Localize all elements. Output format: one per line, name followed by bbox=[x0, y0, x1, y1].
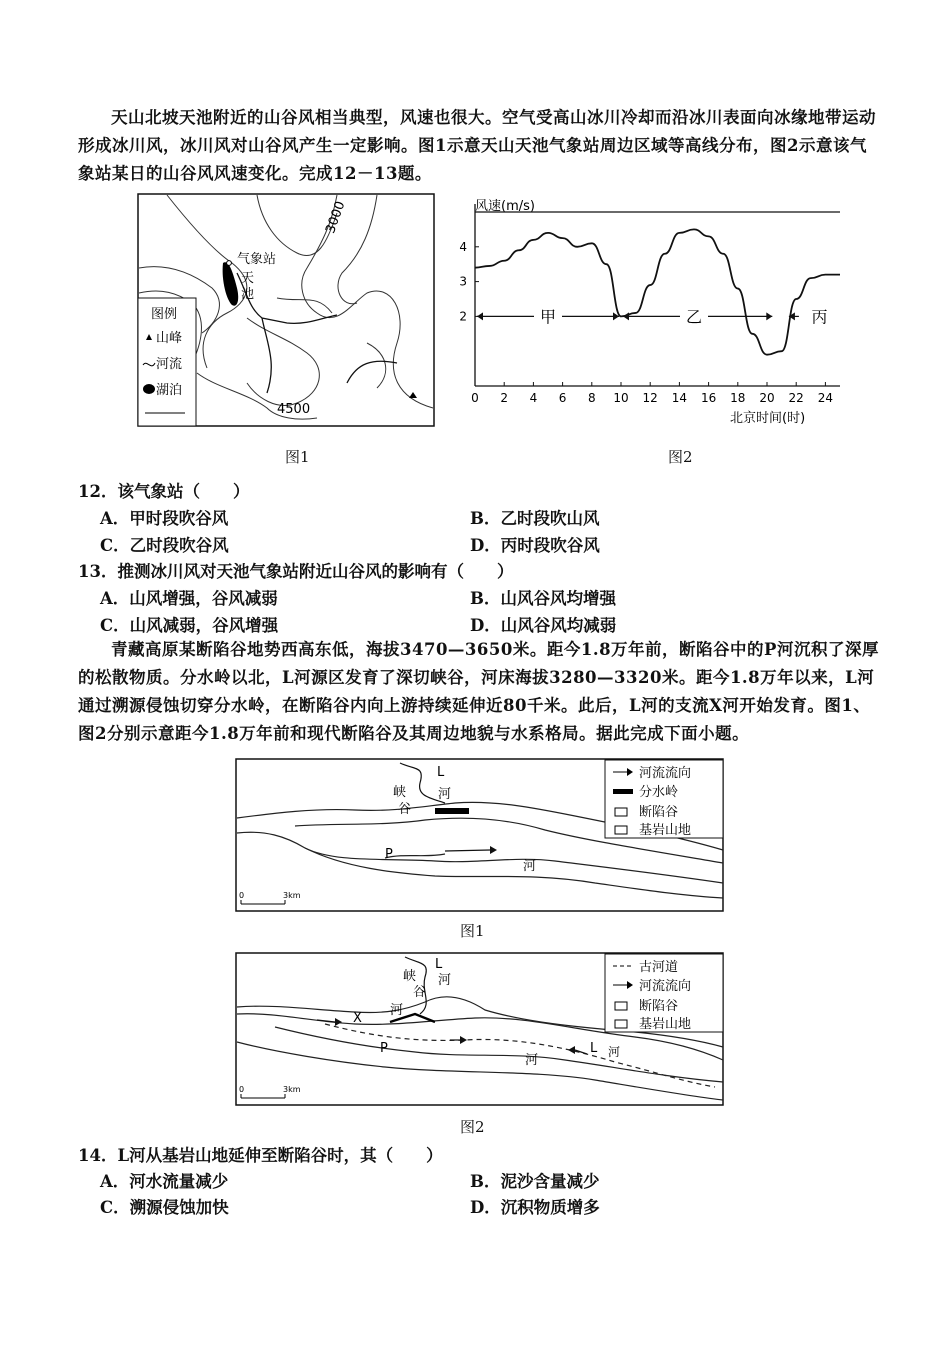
passage-2: 青藏高原某断陷谷地势西高东低，海拔3470—3650米。距今1.8万年前，断陷谷中的P河沉积了深厚的松散物质。分水岭以北，L河源区发育了深切峡谷，河床海拔3280—3320米。距今1.8万年以来，L河通过溯源侵蚀切穿分水岭，在断陷谷内向上游持续延伸近80千米。此后，L河的支流X河开始发育。图1、图2分别示意距今1.8万年前和现代断陷谷及其周边地貌与水系格局。据此完成下面小题。 bbox=[78, 640, 879, 743]
map2-legend-graben: 断陷谷 bbox=[639, 999, 679, 1014]
y-tick-label: 4 bbox=[459, 239, 467, 254]
map2-legend-old-channel: 古河道 bbox=[639, 960, 679, 975]
segment-arrow-left bbox=[477, 312, 483, 320]
segment-1 bbox=[623, 307, 772, 326]
map2-label-he4: 河 bbox=[608, 1045, 621, 1059]
q12-option-b[interactable]: B．乙时段吹山风 bbox=[470, 509, 600, 528]
x-tick-label: 14 bbox=[671, 391, 688, 405]
q13-option-c[interactable]: C．山风减弱，谷风增强 bbox=[100, 616, 279, 635]
contour-label-3000: 3000 bbox=[323, 199, 349, 236]
x-tick-label: 4 bbox=[529, 391, 538, 405]
q14-option-c[interactable]: C．溯源侵蚀加快 bbox=[100, 1198, 229, 1217]
station-label: 气象站 bbox=[237, 252, 277, 267]
x-tick-label: 10 bbox=[613, 391, 629, 405]
q13-stem: 13．推测冰川风对天池气象站附近山谷风的影响有（ ） bbox=[78, 562, 514, 581]
chart-xlabel: 北京时间(时) bbox=[730, 411, 806, 426]
q14-option-b[interactable]: B．泥沙含量减少 bbox=[470, 1172, 600, 1191]
segment-0 bbox=[477, 307, 619, 326]
lake-label-1: 天 bbox=[241, 271, 255, 286]
map1-scale-zero: 0 bbox=[239, 891, 245, 900]
segment-2 bbox=[789, 307, 828, 326]
map2-scale-zero: 0 bbox=[239, 1085, 245, 1094]
lake-icon bbox=[143, 384, 155, 394]
map1-label-he1: 河 bbox=[438, 787, 452, 802]
watershed-line bbox=[435, 808, 469, 814]
q12-option-d[interactable]: D．丙时段吹谷风 bbox=[470, 536, 600, 555]
legend-river: 河流 bbox=[156, 357, 183, 372]
map-1 bbox=[235, 758, 725, 914]
x-tick-label: 12 bbox=[642, 391, 658, 405]
x-tick-label: 20 bbox=[759, 391, 775, 405]
contour-map bbox=[137, 193, 437, 429]
q14-option-a[interactable]: A．河水流量减少 bbox=[100, 1172, 229, 1191]
passage-1: 天山北坡天池附近的山谷风相当典型，风速也很大。空气受高山冰川冷却而沿冰川表面向冰缘地带运动形成冰川风，冰川风对山谷风产生一定影响。图1示意天山天池气象站周边区域等高线分布，图2示意该气象站某日的山谷风风速变化。完成12－13题。 bbox=[78, 108, 876, 183]
x-tick-label: 0 bbox=[471, 391, 479, 405]
map1-label-gu: 谷 bbox=[398, 802, 412, 817]
contour-label-4500: 4500 bbox=[277, 402, 311, 417]
wind-speed-chart bbox=[455, 190, 845, 430]
map1-label-he2: 河 bbox=[523, 859, 537, 874]
map2-legend-bedrock: 基岩山地 bbox=[639, 1017, 692, 1032]
q12-option-a[interactable]: A．甲时段吹谷风 bbox=[100, 509, 229, 528]
q13-option-b[interactable]: B．山风谷风均增强 bbox=[470, 589, 616, 608]
q12-stem: 12．该气象站（ ） bbox=[78, 482, 250, 501]
segment-arrow-left bbox=[623, 312, 629, 320]
segment-label: 乙 bbox=[685, 307, 703, 327]
q13-option-d[interactable]: D．山风谷风均减弱 bbox=[470, 616, 617, 635]
map2-label-xia: 峡 bbox=[403, 969, 417, 984]
map2-label-gu: 谷 bbox=[413, 985, 427, 1000]
x-tick-label: 2 bbox=[500, 391, 509, 405]
map1-scale: 3km bbox=[283, 891, 301, 900]
map2-label-x: X bbox=[353, 1011, 362, 1026]
q12-option-c[interactable]: C．乙时段吹谷风 bbox=[100, 536, 229, 555]
x-tick-label: 6 bbox=[558, 391, 567, 405]
q14-option-d[interactable]: D．沉积物质增多 bbox=[470, 1198, 600, 1217]
lake-label-2: 池 bbox=[241, 287, 255, 302]
y-tick-label: 3 bbox=[459, 274, 467, 289]
map1-legend bbox=[605, 760, 723, 838]
map2-caption: 图2 bbox=[460, 1118, 485, 1136]
map1-label-l: L bbox=[437, 765, 445, 780]
map1-legend-graben: 断陷谷 bbox=[639, 805, 679, 820]
q13-option-a[interactable]: A．山风增强，谷风减弱 bbox=[100, 589, 278, 608]
segment-label: 丙 bbox=[811, 307, 828, 327]
map1-label-p: P bbox=[385, 847, 393, 862]
map1-caption: 图1 bbox=[460, 922, 485, 940]
fig2-caption: 图2 bbox=[668, 448, 693, 466]
q14-stem: 14．L河从基岩山地延伸至断陷谷时，其（ ） bbox=[78, 1146, 443, 1165]
x-tick-label: 24 bbox=[817, 391, 834, 405]
map2-label-he1: 河 bbox=[438, 973, 452, 988]
map1-legend-watershed: 分水岭 bbox=[639, 785, 679, 800]
map2-scale: 3km bbox=[283, 1085, 301, 1094]
x-tick-label: 22 bbox=[788, 391, 804, 405]
map1-legend-bedrock: 基岩山地 bbox=[639, 823, 692, 838]
legend-peak: 山峰 bbox=[156, 331, 183, 346]
fig1-caption: 图1 bbox=[285, 448, 310, 466]
map-2 bbox=[235, 952, 725, 1108]
legend-lake: 湖泊 bbox=[156, 383, 183, 398]
x-tick-label: 18 bbox=[730, 391, 746, 405]
x-tick-label: 16 bbox=[700, 391, 717, 405]
map2-label-he2: 河 bbox=[390, 1003, 404, 1018]
chart-ylabel: 风速(m/s) bbox=[475, 199, 535, 214]
x-tick-label: 8 bbox=[587, 391, 596, 405]
wind-speed-line bbox=[475, 229, 840, 354]
map2-legend-flow: 河流流向 bbox=[639, 979, 692, 994]
map1-label-xia: 峡 bbox=[393, 785, 407, 800]
map2-label-p: P bbox=[380, 1041, 388, 1056]
map2-legend bbox=[605, 954, 723, 1032]
y-tick-label: 2 bbox=[459, 309, 467, 324]
fig1-legend bbox=[138, 298, 196, 426]
segment-label: 甲 bbox=[539, 307, 557, 327]
map1-legend-flow: 河流流向 bbox=[639, 766, 692, 781]
segment-arrow-right bbox=[766, 312, 772, 320]
map2-label-l2: L bbox=[590, 1041, 598, 1056]
map2-label-he3: 河 bbox=[525, 1053, 539, 1068]
map2-label-l1: L bbox=[435, 957, 443, 972]
legend-title: 图例 bbox=[151, 307, 178, 322]
